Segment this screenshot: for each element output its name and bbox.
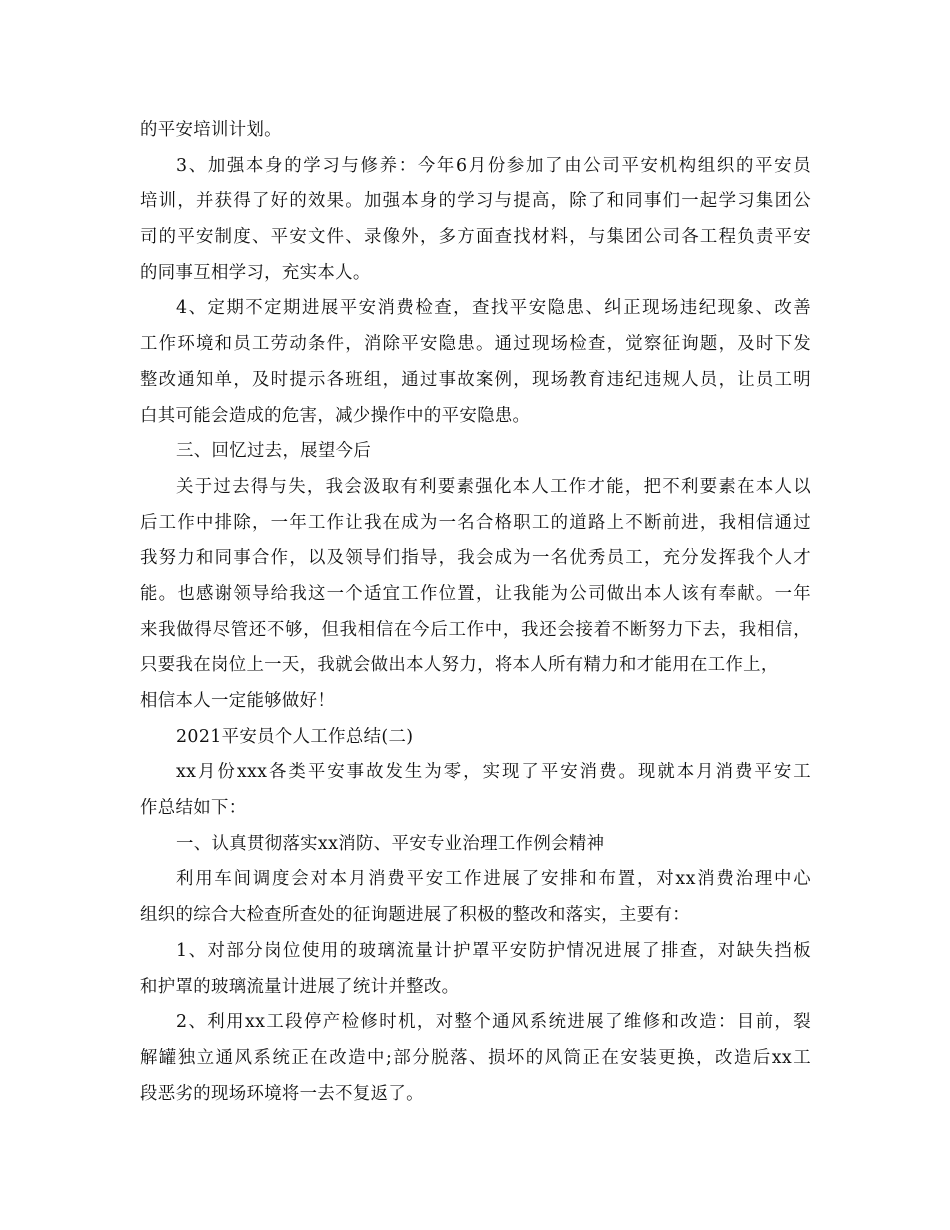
- text-line: 3、加强本身的学习与修养：今年6月份参加了由公司平安机构组织的平安员: [176, 155, 811, 176]
- text-line: 工作环境和员工劳动条件，消除平安隐患。通过现场检查，觉察征询题，及时下发: [140, 334, 811, 355]
- text-line: 培训，并获得了好的效果。加强本身的学习与提高，除了和同事们一起学习集团公: [140, 191, 811, 212]
- text-line: 关于过去得与失，我会汲取有利要素强化本人工作才能，把不利要素在本人以: [176, 476, 811, 497]
- text-line: 的同事互相学习，充实本人。: [140, 262, 371, 283]
- text-line: 整改通知单，及时提示各班组，通过事故案例，现场教育违纪违规人员，让员工明: [140, 369, 811, 390]
- text-line: 相信本人一定能够做好！: [140, 691, 336, 711]
- text-line: 只要我在岗位上一天，我就会做出本人努力，将本人所有精力和才能用在工作上，: [140, 655, 779, 676]
- text-line: 后工作中排除，一年工作让我在成为一名合格职工的道路上不断前进，我相信通过: [140, 512, 811, 533]
- text-line: 1、对部分岗位使用的玻璃流量计护罩平安防护情况进展了排查，对缺失挡板: [176, 940, 811, 961]
- text-line: 来我做得尽管还不够，但我相信在今后工作中，我还会接着不断努力下去，我相信，: [140, 619, 811, 640]
- text-line: 和护罩的玻璃流量计进展了统计并整改。: [140, 976, 460, 997]
- section-heading: 一、认真贯彻落实xx消防、平安专业治理工作例会精神: [176, 833, 605, 854]
- text-line: 4、定期不定期进展平安消费检查，查找平安隐患、纠正现场违纪现象、改善: [176, 298, 811, 319]
- text-line: 作总结如下：: [140, 798, 247, 819]
- text-line: xx月份xxx各类平安事故发生为零，实现了平安消费。现就本月消费平安工: [176, 762, 811, 783]
- document-subtitle: 2021平安员个人工作总结(二): [176, 726, 414, 747]
- text-line: 我努力和同事合作，以及领导们指导，我会成为一名优秀员工，充分发挥我个人才: [140, 548, 811, 569]
- text-line: 的平安培训计划。: [140, 120, 282, 140]
- text-line: 司的平安制度、平安文件、录像外，多方面查找材料，与集团公司各工程负责平安: [140, 227, 811, 248]
- text-line: 组织的综合大检查所查处的征询题进展了积极的整改和落实，主要有：: [140, 905, 690, 926]
- text-line: 利用车间调度会对本月消费平安工作进展了安排和布置，对xx消费治理中心: [176, 869, 811, 890]
- text-line: 能。也感谢领导给我这一个适宜工作位置，让我能为公司做出本人该有奉献。一年: [140, 583, 811, 604]
- section-heading: 三、回忆过去，展望今后: [176, 441, 372, 462]
- text-line: 白其可能会造成的危害，减少操作中的平安隐患。: [140, 405, 531, 426]
- text-line: 段恶劣的现场环境将一去不复返了。: [140, 1083, 424, 1104]
- text-line: 解罐独立通风系统正在改造中;部分脱落、损坏的风筒正在安装更换，改造后xx工: [140, 1047, 811, 1068]
- text-line: 2、利用xx工段停产检修时机，对整个通风系统进展了维修和改造：目前，裂: [176, 1012, 811, 1033]
